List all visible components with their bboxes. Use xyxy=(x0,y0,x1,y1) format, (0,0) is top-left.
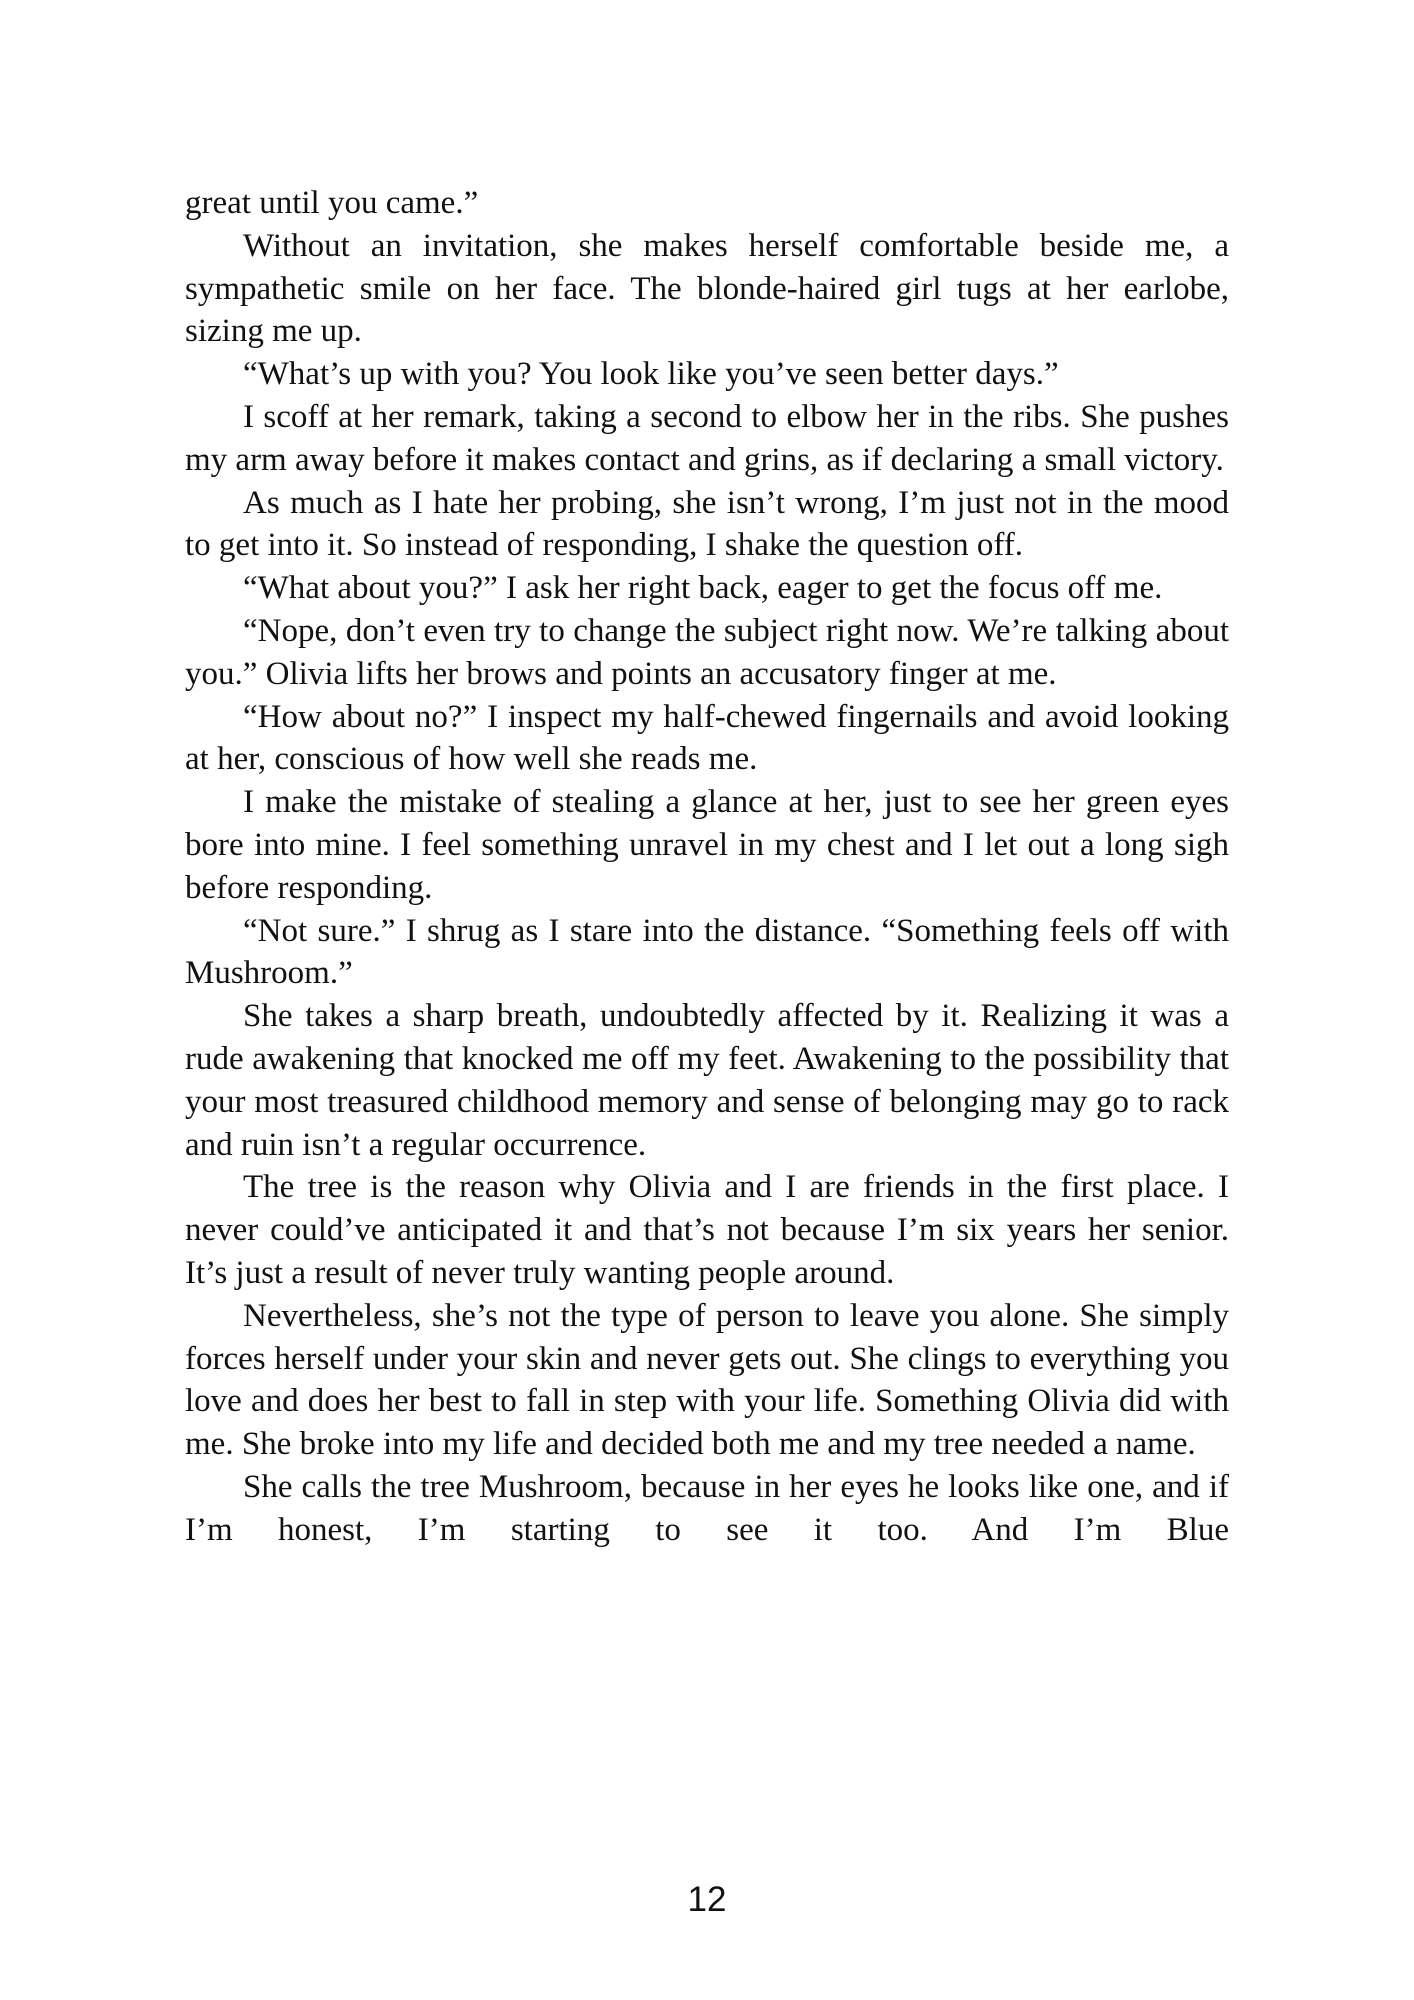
paragraph-last: She calls the tree Mushroom, because in her eyes he looks like one, and if I’m honest, I’m starting to see it too. And I’m Blue xyxy=(185,1468,1229,1548)
paragraph: As much as I hate her probing, she isn’t wrong, I’m just not in the mood to get into it. So instead of responding, I shake the question off. xyxy=(185,484,1229,564)
page-number: 12 xyxy=(687,1880,727,1919)
body-text xyxy=(185,182,1229,1552)
paragraph: Without an invitation, she makes herself comfortable beside me, a sympathetic smile on her face. The blonde-haired girl tugs at her earlobe, sizing me up. xyxy=(185,227,1229,350)
paragraph: I make the mistake of stealing a glance at her, just to see her green eyes bore into mine. I feel something unravel in my chest and I let out a long sigh before responding. xyxy=(185,784,1229,906)
paragraph: “Nope, don’t even try to change the subject right now. We’re talking about you.” Olivia lifts her brows and points an accusatory finger at me. xyxy=(185,612,1229,692)
paragraph: “How about no?” I inspect my half-chewed fingernails and avoid looking at her, conscious of how well she reads me. xyxy=(185,698,1229,778)
paragraph: She takes a sharp breath, undoubtedly affected by it. Realizing it was a rude awakening that knocked me off my feet. Awakening to the possibility that your most treasured childhood memory and sense of belonging may go to rack and ruin isn’t a regular occurrence. xyxy=(185,998,1229,1163)
paragraph: “What about you?” I ask her right back, eager to get the focus off me. xyxy=(243,570,1163,607)
paragraph: “What’s up with you? You look like you’ve seen better days.” xyxy=(243,356,1059,393)
paragraph: “Not sure.” I shrug as I stare into the distance. “Something feels off with Mushroom.” xyxy=(185,912,1229,992)
paragraph: The tree is the reason why Olivia and I are friends in the first place. I never could’ve anticipated it and that’s not because I’m six years her senior. It’s just a result of never truly wanting people around. xyxy=(185,1169,1229,1291)
paragraph-continued: great until you came.” xyxy=(185,185,479,221)
paragraph: I scoff at her remark, taking a second to elbow her in the ribs. She pushes my arm away before it makes contact and grins, as if declaring a small victory. xyxy=(185,398,1229,478)
paragraph: Nevertheless, she’s not the type of person to leave you alone. She simply forces herself under your skin and never gets out. She clings to everything you love and does her best to fall in step with your life. Something Olivia did with me. She broke into my life and decided both me and my tree needed a name. xyxy=(185,1297,1229,1463)
